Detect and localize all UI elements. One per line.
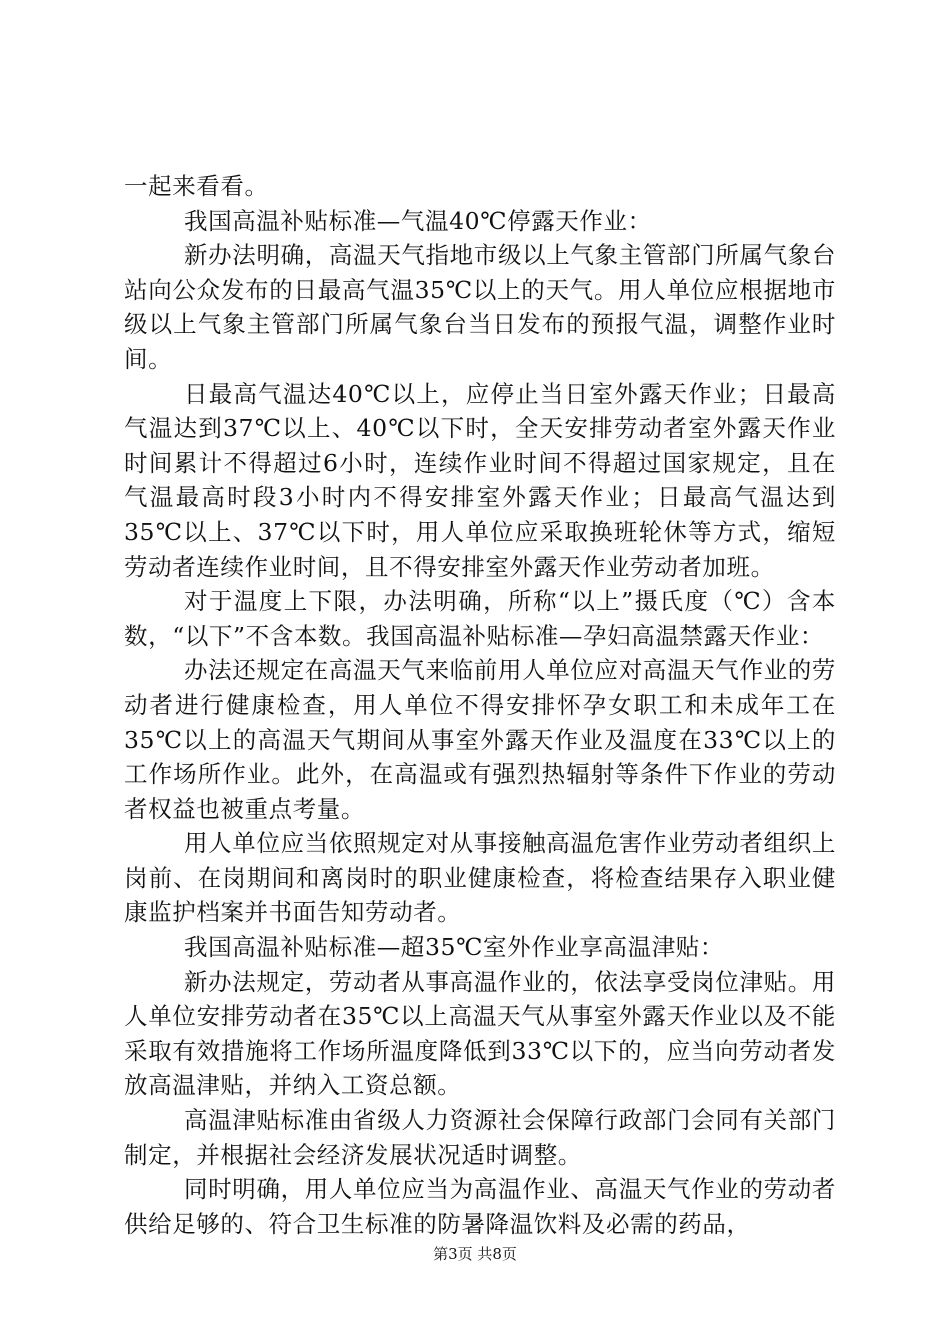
section-heading-outdoor-stop: 我国高温补贴标准—气温40℃停露天作业： bbox=[184, 206, 652, 235]
paragraph-9: 高温津贴标准由省级人力资源社会保障行政部门会同有关部门制定，并根据社会经济发展状况适时调整。 bbox=[124, 1106, 836, 1169]
paragraph-0: 一起来看看。 bbox=[124, 172, 269, 200]
page-number-footer: 第3页 共8页 bbox=[433, 1245, 517, 1263]
paragraph-10: 同时明确，用人单位应当为高温作业、高温天气作业的劳动者供给足够的、符合卫生标准的防暑降温饮料及必需的药品， bbox=[124, 1175, 836, 1238]
paragraph-2: 新办法明确，高温天气指地市级以上气象主管部门所属气象台站向公众发布的日最高气温35℃以上的天气。用人单位应根据地市级以上气象主管部门所属气象台当日发布的预报气温，调整作业时间。 bbox=[124, 241, 836, 373]
document-body bbox=[124, 169, 836, 1241]
section-heading-allowance: 我国高温补贴标准—超35℃室外作业享高温津贴： bbox=[184, 933, 724, 962]
paragraph-6: 用人单位应当依照规定对从事接触高温危害作业劳动者组织上岗前、在岗期间和离岗时的职业健康检查，将检查结果存入职业健康监护档案并书面告知劳动者。 bbox=[124, 829, 836, 927]
paragraph-3: 日最高气温达40℃以上，应停止当日室外露天作业；日最高气温达到37℃以上、40℃以下时，全天安排劳动者室外露天作业时间累计不得超过6小时，连续作业时间不得超过国家规定，且在气温最高时段3小时内不得安排室外露天作业；日最高气温达到35℃以上、37℃以下时，用人单位应采取换班轮休等方式，缩短劳动者连续作业时间，且不得安排室外露天作业劳动者加班。 bbox=[124, 379, 836, 581]
paragraph-4: 对于温度上下限，办法明确，所称“以上”摄氏度（℃）含本数，“以下”不含本数。我国高温补贴标准—孕妇高温禁露天作业： bbox=[124, 587, 836, 650]
paragraph-8: 新办法规定，劳动者从事高温作业的，依法享受岗位津贴。用人单位安排劳动者在35℃以上高温天气从事室外露天作业以及不能采取有效措施将工作场所温度降低到33℃以下的，应当向劳动者发放高温津贴，并纳入工资总额。 bbox=[124, 967, 836, 1100]
paragraph-5: 办法还规定在高温天气来临前用人单位应对高温天气作业的劳动者进行健康检查，用人单位不得安排怀孕女职工和未成年工在35℃以上的高温天气期间从事室外露天作业及温度在33℃以上的工作场所作业。此外，在高温或有强烈热辐射等条件下作业的劳动者权益也被重点考量。 bbox=[124, 656, 836, 823]
